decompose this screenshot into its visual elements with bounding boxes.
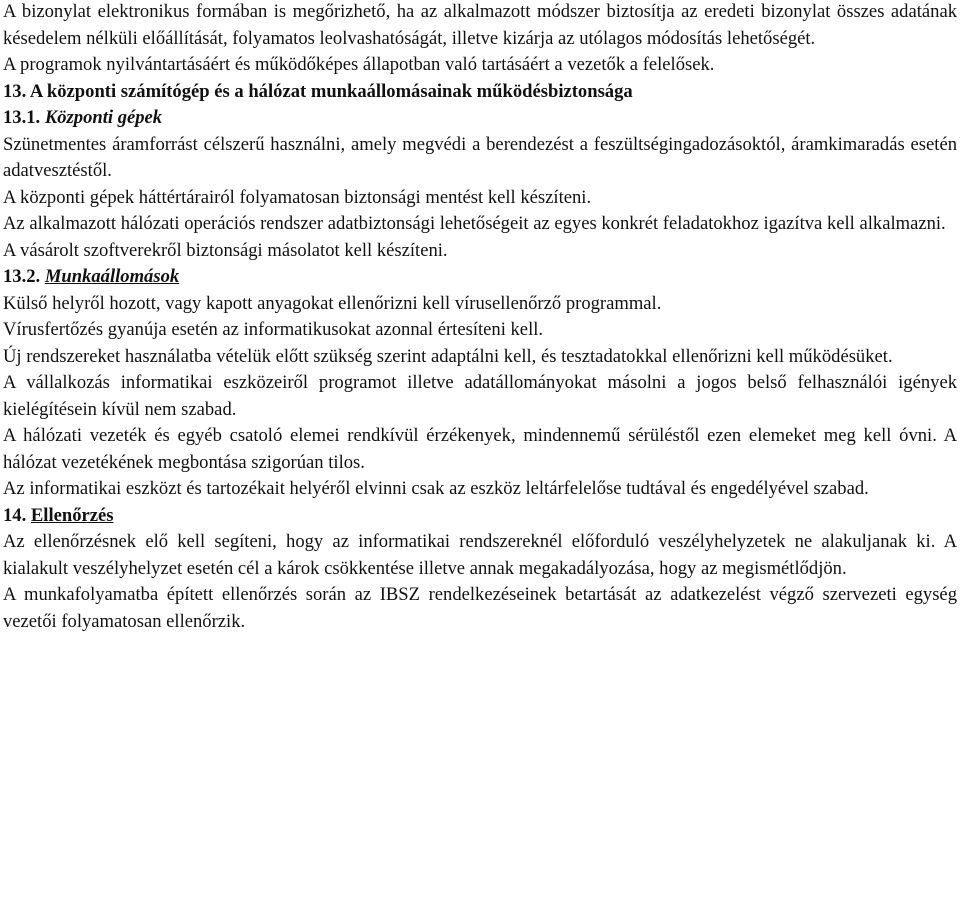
section-13-1-title: Központi gépek — [44, 107, 163, 128]
section-14-paragraph: Az ellenőrzésnek elő kell segíteni, hogy az informatikai rendszereknél előforduló veszélyhelyzetek ne alakuljanak ki. A kialakult veszélyhelyzet esetén cél a károk csökkentése illetve annak megakadályozása, hogy az megismétlődjön. — [3, 531, 957, 579]
section-14-paragraph: A munkafolyamatba épített ellenőrzés során az IBSZ rendelkezéseinek betartását az adatkezelést végző szervezeti egység vezetői folyamatosan ellenőrzik. — [3, 584, 957, 632]
section-13-2-paragraph: Külső helyről hozott, vagy kapott anyagokat ellenőrizni kell vírusellenőrző programmal. — [3, 292, 662, 314]
section-13-1-paragraph: A központi gépek háttértárairól folyamatosan biztonsági mentést kell készíteni. — [3, 186, 592, 208]
section-13-1-heading — [3, 105, 957, 132]
intro-paragraph-2: A programok nyilvántartásáért és működőképes állapotban való tartásáért a vezetők a felelősek. — [3, 54, 715, 75]
section-14-heading — [3, 503, 957, 530]
section-13-2-paragraph: Új rendszereket használatba vételük előtt szükség szerint adaptálni kell, és tesztadatokkal ellenőrizni kell működésüket. — [3, 345, 893, 367]
section-14-title: Ellenőrzés — [30, 504, 114, 526]
intro-paragraph-1: A bizonylat elektronikus formában is megőrizhető, ha az alkalmazott módszer biztosítja az eredeti bizonylat összes adatának késedelem nélküli előállítását, folyamatos leolvashatóságát, illetve kizárja az utólagos módosítás lehetőségét. — [3, 1, 957, 49]
section-13-1-paragraph: Az alkalmazott hálózati operációs rendszer adatbiztonsági lehetőségeit az egyes konkrét feladatokhoz igazítva kell alkalmazni. — [3, 213, 946, 234]
section-13-2-number: 13.2. — [3, 266, 41, 287]
section-13-heading: 13. A központi számítógép és a hálózat munkaállomásainak működésbiztonsága — [3, 80, 633, 102]
section-13-1-paragraph: A vásárolt szoftverekről biztonsági másolatot kell készíteni. — [3, 239, 448, 261]
section-13-2-paragraph: A hálózati vezeték és egyéb csatoló elemei rendkívül érzékenyek, mindennemű sérüléstől ezen elemeket meg kell óvni. A hálózat vezetékének megbontása szigorúan tilos. — [3, 425, 957, 473]
section-13-2-title: Munkaállomások — [44, 266, 180, 287]
section-13-2-paragraph: Vírusfertőzés gyanúja esetén az informatikusokat azonnal értesíteni kell. — [3, 319, 544, 340]
section-13-2-paragraph: Az informatikai eszközt és tartozékait helyéről elvinni csak az eszköz leltárfelelőse tudtával és engedélyével szabad. — [3, 478, 869, 499]
section-13-1-number: 13.1. — [3, 107, 41, 128]
section-13-2-paragraph: A vállalkozás informatikai eszközeiről programot illetve adatállományokat másolni a jogos belső felhasználói igények kielégítésein kívül nem szabad. — [3, 372, 957, 420]
section-14-number: 14. — [3, 504, 27, 526]
section-13-1-paragraph: Szünetmentes áramforrást célszerű használni, amely megvédi a berendezést a feszültségingadozásoktól, áramkimaradás esetén adatvesztéstől. — [3, 133, 957, 181]
section-13-2-heading — [3, 264, 957, 291]
